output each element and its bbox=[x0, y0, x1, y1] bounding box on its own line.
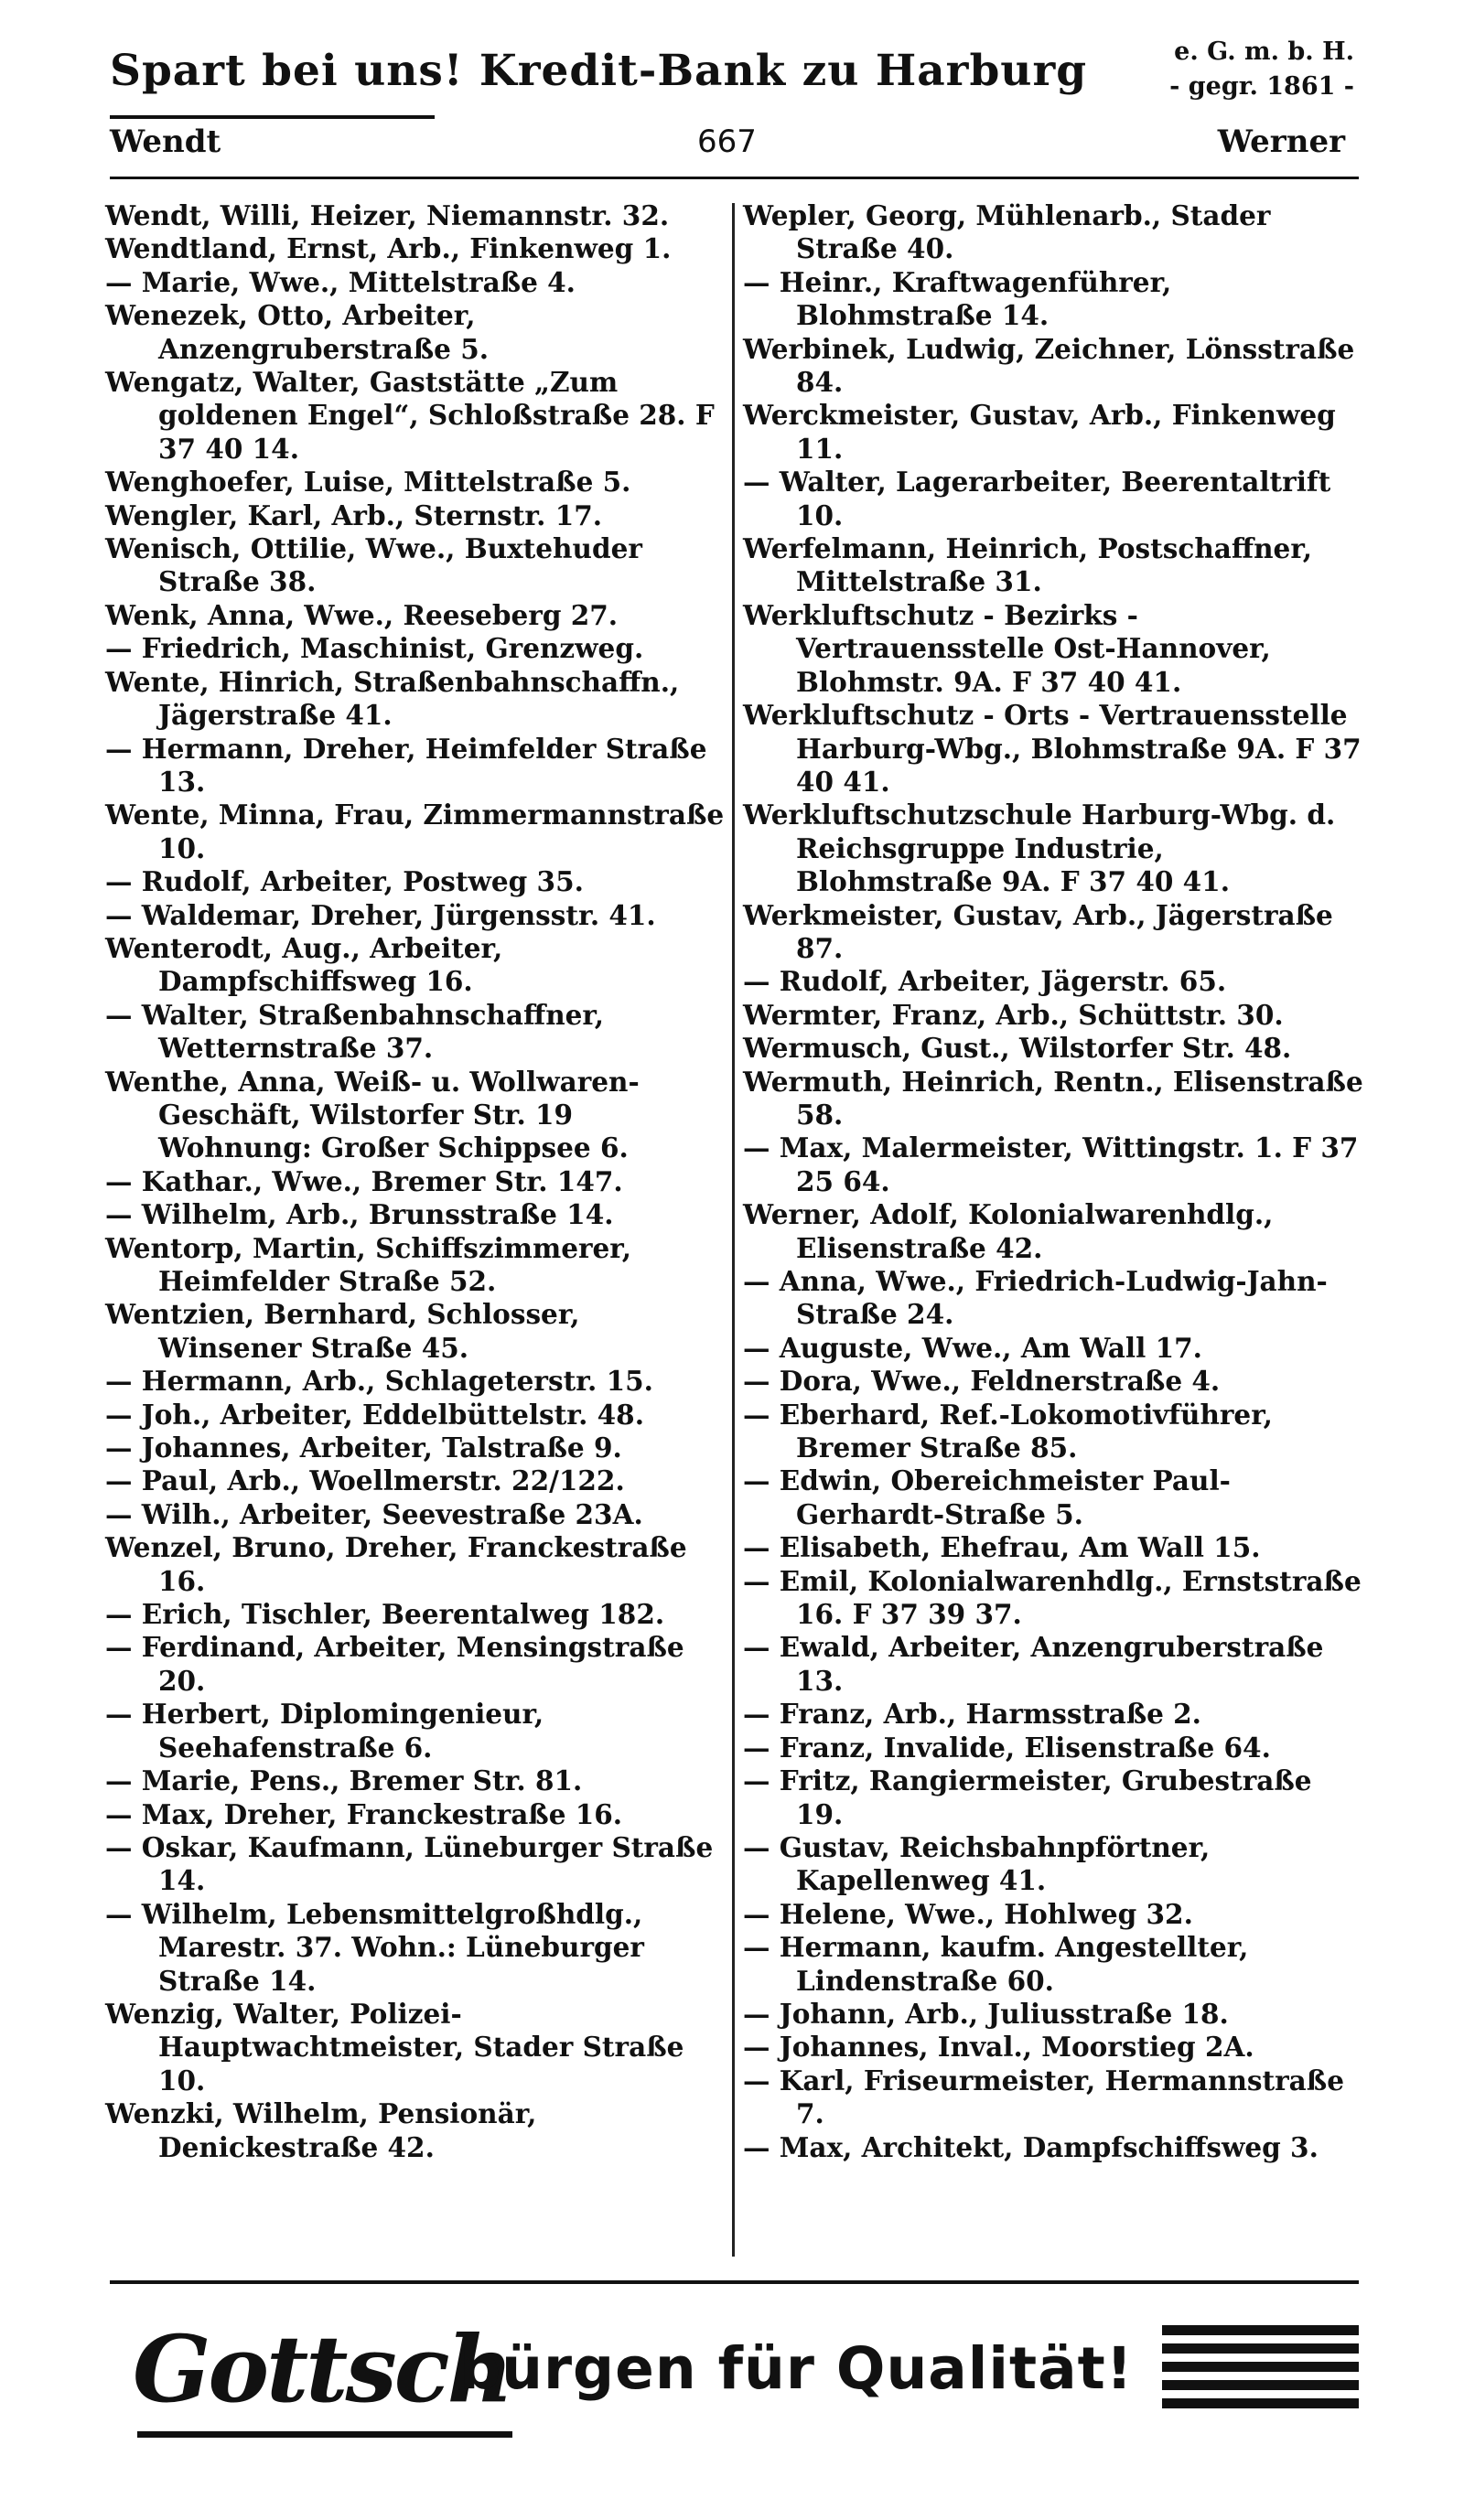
directory-entry: — Hermann, Dreher, Heimfelder Straße 13. bbox=[105, 732, 707, 798]
directory-entry: — Hermann, kaufm. Angestellter, Lindenstraße 60. bbox=[743, 1931, 1249, 1997]
decorative-stripes bbox=[1162, 2325, 1359, 2417]
directory-entry: — Erich, Tischler, Beerentalweg 182. bbox=[105, 1598, 665, 1631]
directory-entry: — Franz, Invalide, Elisenstraße 64. bbox=[743, 1731, 1271, 1764]
directory-entry: — Johannes, Arbeiter, Talstraße 9. bbox=[105, 1432, 622, 1464]
directory-entry: — Dora, Wwe., Feldnerstraße 4. bbox=[743, 1365, 1221, 1398]
banner-underline bbox=[110, 115, 435, 119]
directory-column-left bbox=[105, 199, 727, 2164]
directory-entry: — Max, Malermeister, Wittingstr. 1. F 37 25 64. bbox=[743, 1131, 1359, 1197]
directory-column-right bbox=[743, 199, 1365, 2164]
directory-entry: — Wilh., Arbeiter, Seevestraße 23A. bbox=[105, 1497, 643, 1530]
directory-entry: — Johann, Arb., Juliusstraße 18. bbox=[743, 1997, 1229, 2030]
directory-entry: — Herbert, Diplomingenieur, Seehafenstraße 6. bbox=[105, 1698, 544, 1764]
directory-entry: Werkluftschutz - Bezirks - Vertrauensstelle Ost-Hannover, Blohmstr. 9A. F 37 40 41. bbox=[743, 598, 1271, 698]
directory-entry: Wenthe, Anna, Weiß- u. Wollwaren-Geschäft, Wilstorfer Str. 19 Wohnung: Großer Schippsee 6. bbox=[105, 1065, 640, 1164]
directory-entry: Wenzig, Walter, Polizei-Hauptwachtmeister, Stader Straße 10. bbox=[105, 1997, 684, 2096]
directory-entry: — Rudolf, Arbeiter, Jägerstr. 65. bbox=[743, 965, 1227, 998]
stripe bbox=[1162, 2325, 1359, 2335]
directory-entry: — Hermann, Arb., Schlageterstr. 15. bbox=[105, 1365, 653, 1398]
directory-entry: — Gustav, Reichsbahnpförtner, Kapellenweg 41. bbox=[743, 1830, 1211, 1897]
directory-entry: — Rudolf, Arbeiter, Postweg 35. bbox=[105, 865, 584, 898]
directory-entry: — Eberhard, Ref.-Lokomotivführer, Bremer Straße 85. bbox=[743, 1398, 1273, 1464]
bank-slogan: Spart bei uns! Kredit-Bank zu Harburg bbox=[110, 46, 1088, 96]
footer-rule bbox=[110, 2280, 1359, 2284]
directory-entry: — Wilhelm, Arb., Brunsstraße 14. bbox=[105, 1198, 614, 1231]
directory-entry: — Walter, Lagerarbeiter, Beerentaltrift 10. bbox=[743, 466, 1331, 531]
directory-entry: Wenzel, Bruno, Dreher, Franckestraße 16. bbox=[105, 1531, 687, 1597]
directory-entry: Werckmeister, Gustav, Arb., Finkenweg 11. bbox=[743, 399, 1336, 465]
directory-entry: Wenk, Anna, Wwe., Reeseberg 27. bbox=[105, 598, 619, 631]
directory-entry: — Walter, Straßenbahnschaffner, Wetternstraße 37. bbox=[105, 998, 605, 1065]
directory-entry: Wermusch, Gust., Wilstorfer Str. 48. bbox=[743, 1032, 1292, 1065]
bank-legal-tag bbox=[1169, 35, 1354, 104]
directory-entry: — Max, Architekt, Dampfschiffsweg 3. bbox=[743, 2130, 1319, 2163]
directory-entry: — Friedrich, Maschinist, Grenzweg. bbox=[105, 632, 644, 665]
stripe bbox=[1162, 2398, 1359, 2408]
header-rule bbox=[110, 177, 1359, 179]
directory-entry: — Karl, Friseurmeister, Hermannstraße 7. bbox=[743, 2064, 1344, 2130]
directory-entry: Werner, Adolf, Kolonialwarenhdlg., Elisenstraße 42. bbox=[743, 1198, 1274, 1264]
directory-entry: — Anna, Wwe., Friedrich-Ludwig-Jahn-Straße 24. bbox=[743, 1265, 1328, 1331]
directory-entry: Wermter, Franz, Arb., Schüttstr. 30. bbox=[743, 998, 1284, 1031]
directory-entry: — Emil, Kolonialwarenhdlg., Ernststraße 16. F 37 39 37. bbox=[743, 1564, 1362, 1631]
column-divider bbox=[732, 203, 735, 2257]
directory-entry: Wengler, Karl, Arb., Sternstr. 17. bbox=[105, 499, 603, 531]
directory-entry: Wengatz, Walter, Gaststätte „Zum goldenen Engel“, Schloßstraße 28. F 37 40 14. bbox=[105, 366, 715, 465]
directory-entry: Wenisch, Ottilie, Wwe., Buxtehuder Straße 38. bbox=[105, 532, 642, 598]
directory-entry: Wendtland, Ernst, Arb., Finkenweg 1. bbox=[105, 232, 672, 265]
directory-entry: — Oskar, Kaufmann, Lüneburger Straße 14. bbox=[105, 1830, 714, 1897]
directory-entry: — Joh., Arbeiter, Eddelbüttelstr. 48. bbox=[105, 1398, 644, 1431]
directory-entry: Wenezek, Otto, Arbeiter, Anzengruberstraße 5. bbox=[105, 299, 490, 365]
directory-entry: Werfelmann, Heinrich, Postschaffner, Mittelstraße 31. bbox=[743, 532, 1312, 598]
bank-legal-form: e. G. m. b. H. bbox=[1174, 38, 1354, 66]
brand-logo-underline bbox=[137, 2431, 512, 2438]
directory-entry: — Edwin, Obereichmeister Paul-Gerhardt-Straße 5. bbox=[743, 1464, 1231, 1530]
directory-entry: — Franz, Arb., Harmsstraße 2. bbox=[743, 1698, 1201, 1731]
page-number: 667 bbox=[697, 123, 757, 160]
directory-entry: Werkluftschutzschule Harburg-Wbg. d. Reichsgruppe Industrie, Blohmstraße 9A. F 37 40 41. bbox=[743, 799, 1336, 898]
directory-entry: — Auguste, Wwe., Am Wall 17. bbox=[743, 1331, 1202, 1364]
directory-entry: — Waldemar, Dreher, Jürgensstr. 41. bbox=[105, 898, 656, 931]
brand-logo: Gottsch bbox=[133, 2315, 511, 2423]
directory-entry: — Max, Dreher, Franckestraße 16. bbox=[105, 1797, 623, 1830]
directory-entry: Wente, Hinrich, Straßenbahnschaffn., Jägerstraße 41. bbox=[105, 665, 680, 732]
running-head-last-name: Werner bbox=[1217, 123, 1345, 160]
directory-entry: Wenghoefer, Luise, Mittelstraße 5. bbox=[105, 466, 631, 499]
directory-entry: Werkmeister, Gustav, Arb., Jägerstraße 87. bbox=[743, 898, 1333, 964]
directory-entry: Werbinek, Ludwig, Zeichner, Lönsstraße 84. bbox=[743, 332, 1355, 399]
directory-entry: Wente, Minna, Frau, Zimmermannstraße 10. bbox=[105, 799, 725, 864]
directory-entry: Wenterodt, Aug., Arbeiter, Dampfschiffsweg 16. bbox=[105, 931, 503, 998]
stripe bbox=[1162, 2343, 1359, 2354]
directory-entry: Wendt, Willi, Heizer, Niemannstr. 32. bbox=[105, 199, 670, 231]
directory-entry: Wentorp, Martin, Schiffszimmerer, Heimfelder Straße 52. bbox=[105, 1231, 631, 1297]
directory-entry: Wenzki, Wilhelm, Pensionär, Denickestraße 42. bbox=[105, 2097, 537, 2163]
directory-entry: — Wilhelm, Lebensmittelgroßhdlg., Marestr. 37. Wohn.: Lüneburger Straße 14. bbox=[105, 1897, 644, 1997]
directory-entry: — Helene, Wwe., Hohlweg 32. bbox=[743, 1897, 1193, 1930]
directory-entry: — Kathar., Wwe., Bremer Str. 147. bbox=[105, 1164, 623, 1197]
footer-advertisement bbox=[110, 2296, 1359, 2479]
directory-entry: — Marie, Pens., Bremer Str. 81. bbox=[105, 1764, 583, 1797]
directory-entry: — Fritz, Rangiermeister, Grubestraße 19. bbox=[743, 1764, 1312, 1830]
directory-entry: — Ferdinand, Arbeiter, Mensingstraße 20. bbox=[105, 1631, 684, 1697]
directory-entry: — Ewald, Arbeiter, Anzengruberstraße 13. bbox=[743, 1631, 1324, 1697]
directory-entry: — Johannes, Inval., Moorstieg 2A. bbox=[743, 2031, 1254, 2064]
directory-entry: — Paul, Arb., Woellmerstr. 22/122. bbox=[105, 1464, 625, 1497]
directory-entry: — Elisabeth, Ehefrau, Am Wall 15. bbox=[743, 1531, 1261, 1564]
advertisement-slogan: bürgen für Qualität! bbox=[459, 2335, 1134, 2402]
directory-entry: — Heinr., Kraftwagenführer, Blohmstraße 14. bbox=[743, 265, 1172, 332]
stripe bbox=[1162, 2362, 1359, 2372]
directory-entry: Wermuth, Heinrich, Rentn., Elisenstraße 58. bbox=[743, 1065, 1363, 1131]
stripe bbox=[1162, 2380, 1359, 2390]
bank-founded: - gegr. 1861 - bbox=[1169, 72, 1354, 101]
directory-entry: Werkluftschutz - Orts - Vertrauensstelle Harburg-Wbg., Blohmstraße 9A. F 37 40 41. bbox=[743, 699, 1362, 798]
directory-entry: Wepler, Georg, Mühlenarb., Stader Straße 40. bbox=[743, 199, 1271, 265]
directory-entry: Wentzien, Bernhard, Schlosser, Winsener Straße 45. bbox=[105, 1298, 580, 1364]
running-head-first-name: Wendt bbox=[110, 123, 221, 160]
directory-entry: — Marie, Wwe., Mittelstraße 4. bbox=[105, 265, 576, 298]
bank-advertisement-banner bbox=[110, 26, 1354, 117]
